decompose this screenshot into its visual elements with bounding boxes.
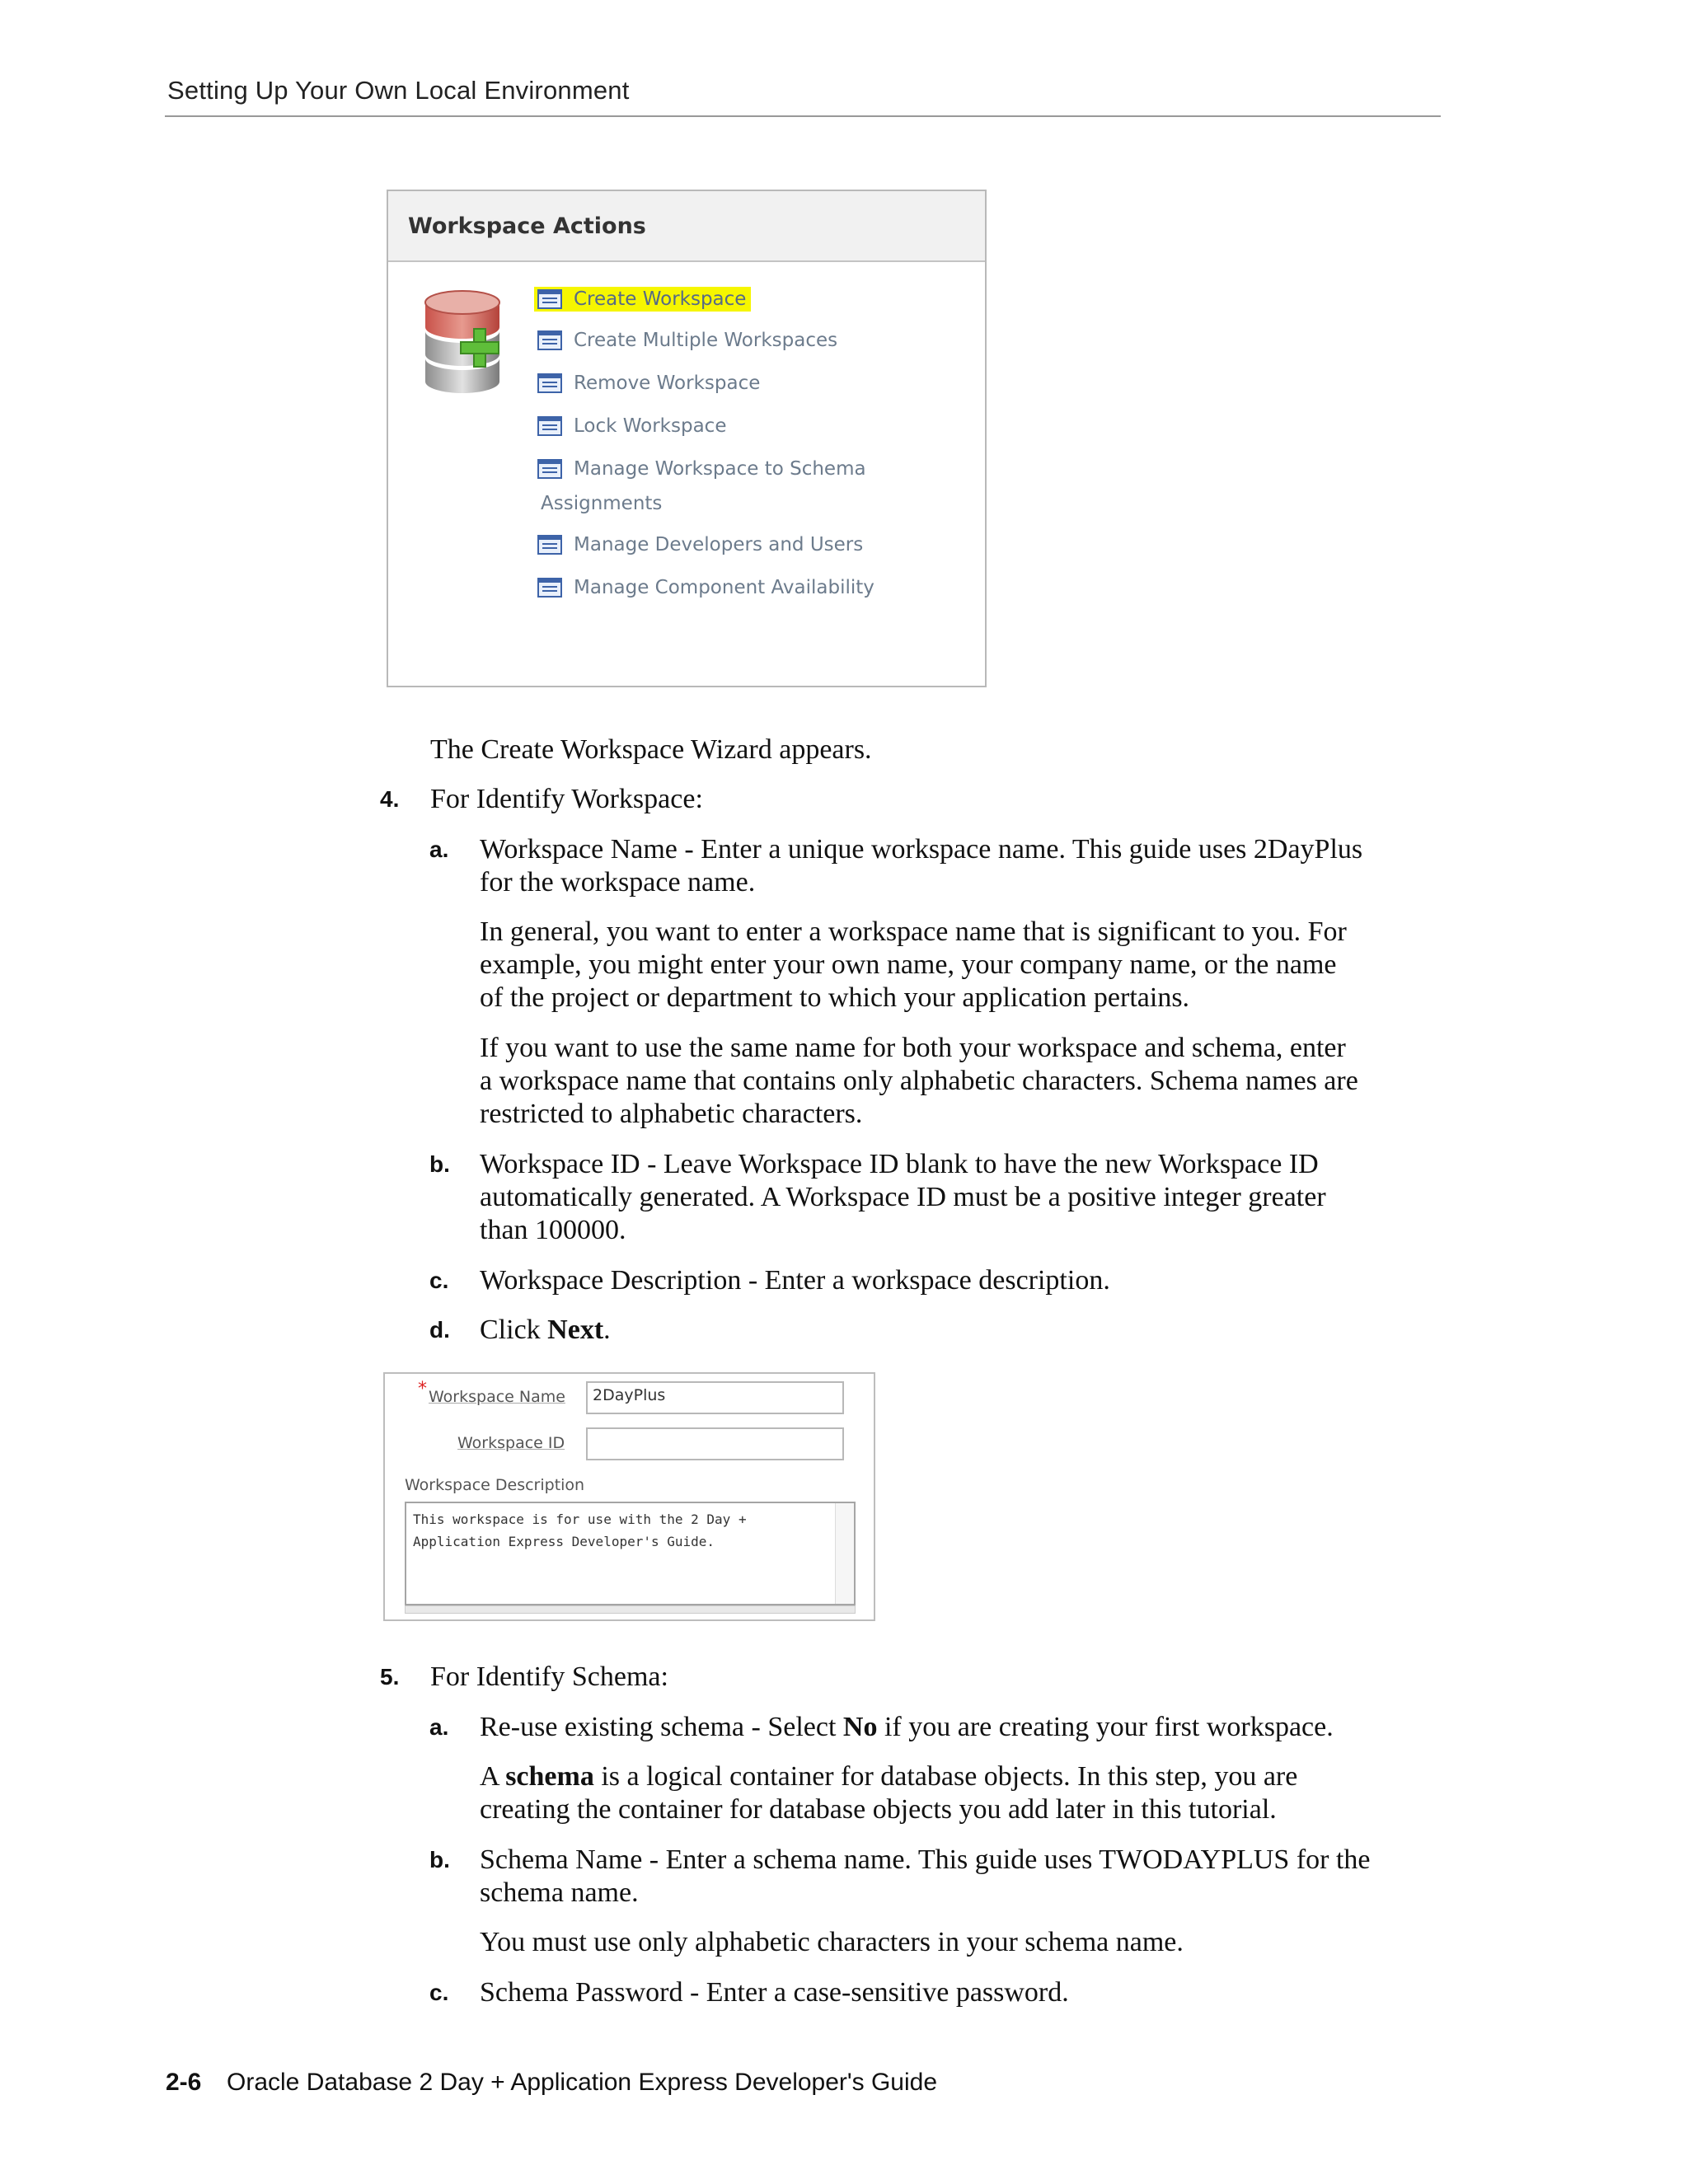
step-4a-marker: a.	[429, 837, 449, 862]
remove-workspace-link[interactable]	[537, 373, 760, 394]
create-multiple-workspaces-link[interactable]	[537, 330, 837, 351]
step-5-number: 5.	[380, 1664, 400, 1690]
textarea-resize-bar[interactable]	[405, 1605, 856, 1614]
step-5-text: For Identify Schema:	[430, 1661, 668, 1692]
step-5a-text	[480, 1711, 1334, 1744]
step-4d-text	[480, 1314, 611, 1347]
step-4a-line-1: Workspace Name - Enter a unique workspace name. This guide uses 2DayPlus	[480, 834, 1363, 865]
manage-developers-and-users-link[interactable]	[537, 534, 863, 555]
step-5c-text: Schema Password - Enter a case-sensitive password.	[480, 1977, 1069, 2008]
page-icon	[537, 416, 562, 436]
schema-emphasis: schema	[505, 1761, 594, 1792]
database-add-icon	[421, 286, 512, 397]
step-5a-prefix: Re-use existing schema - Select	[480, 1712, 843, 1742]
step-5a-para2-prefix: A	[480, 1761, 506, 1792]
step-5a-para2-line-1	[480, 1760, 1297, 1793]
next-emphasis: Next	[547, 1315, 604, 1345]
workspace-actions-panel	[387, 190, 987, 687]
remove-workspace-label: Remove Workspace	[574, 373, 761, 394]
step-4b-line-2: automatically generated. A Workspace ID must be a positive integer greater	[480, 1182, 1326, 1212]
step-5a-para2-line-2: creating the container for database objects you add later in this tutorial.	[480, 1794, 1277, 1825]
page-icon	[537, 459, 562, 479]
step-4a-para3-line-1: If you want to use the same name for both your workspace and schema, enter	[480, 1033, 1346, 1063]
step-5b-line-2: schema name.	[480, 1877, 639, 1908]
step-4b-line-1: Workspace ID - Leave Workspace ID blank to have the new Workspace ID	[480, 1149, 1319, 1179]
step-4d-suffix: .	[603, 1315, 611, 1345]
page-icon	[537, 578, 562, 598]
lock-workspace-link[interactable]	[537, 415, 726, 437]
step-4-number: 4.	[380, 786, 400, 812]
page-icon	[537, 535, 562, 555]
assignments-continuation[interactable]: Assignments	[541, 493, 663, 514]
create-workspace-link[interactable]	[534, 287, 751, 312]
step-4a-line-2: for the workspace name.	[480, 867, 756, 898]
workspace-id-input[interactable]	[586, 1427, 844, 1460]
step-4a-para3-line-2: a workspace name that contains only alphabetic characters. Schema names are	[480, 1066, 1358, 1096]
page-icon	[537, 373, 562, 393]
step-5b-line-1: Schema Name - Enter a schema name. This guide uses TWODAYPLUS for the	[480, 1844, 1371, 1875]
lock-workspace-label: Lock Workspace	[574, 415, 727, 437]
step-4c-text: Workspace Description - Enter a workspace description.	[480, 1265, 1110, 1296]
manage-workspace-to-schema-link[interactable]	[537, 458, 866, 480]
workspace-description-textarea[interactable]	[405, 1502, 856, 1605]
required-marker: *	[418, 1379, 427, 1399]
step-4a-para3-line-3: restricted to alphabetic characters.	[480, 1099, 863, 1129]
footer-page-number: 2-6	[166, 2069, 202, 2096]
running-header: Setting Up Your Own Local Environment	[167, 76, 630, 105]
header-divider	[165, 115, 1441, 117]
step-4a-para2-line-3: of the project or department to which your application pertains.	[480, 982, 1190, 1013]
create-multiple-workspaces-label: Create Multiple Workspaces	[574, 330, 838, 351]
step-5b-marker: b.	[429, 1847, 450, 1872]
footer-book-title: Oracle Database 2 Day + Application Express Developer's Guide	[227, 2069, 938, 2096]
identify-workspace-form	[383, 1372, 875, 1621]
step-4a-para2-line-2: example, you might enter your own name, your company name, or the name	[480, 949, 1337, 980]
manage-component-availability-label: Manage Component Availability	[574, 577, 874, 598]
no-emphasis: No	[842, 1712, 878, 1742]
page-icon	[537, 289, 562, 309]
step-5a-suffix: if you are creating your first workspace.	[877, 1712, 1334, 1742]
manage-workspace-to-schema-label: Manage Workspace to Schema	[574, 458, 866, 480]
textarea-scrollbar[interactable]	[835, 1503, 854, 1604]
workspace-actions-title: Workspace Actions	[388, 191, 985, 262]
description-line-1: This workspace is for use with the 2 Day +	[413, 1511, 747, 1527]
workspace-name-label: Workspace Name	[429, 1388, 565, 1406]
step-4a-para2-line-1: In general, you want to enter a workspace name that is significant to you. For	[480, 916, 1347, 947]
step-4c-marker: c.	[429, 1268, 449, 1293]
step-4-text: For Identify Workspace:	[430, 784, 703, 814]
workspace-name-input[interactable]: 2DayPlus	[586, 1381, 844, 1414]
step-4d-marker: d.	[429, 1317, 450, 1343]
step-5a-para2-suffix: is a logical container for database objects. In this step, you are	[593, 1761, 1298, 1792]
manage-developers-and-users-label: Manage Developers and Users	[574, 534, 864, 555]
page-icon	[537, 330, 562, 350]
description-line-2: Application Express Developer's Guide.	[413, 1534, 715, 1549]
workspace-id-label: Workspace ID	[457, 1434, 565, 1452]
step-5a-marker: a.	[429, 1714, 449, 1740]
step-4b-marker: b.	[429, 1151, 450, 1177]
create-workspace-label: Create Workspace	[574, 288, 747, 310]
step-4b-line-3: than 100000.	[480, 1215, 626, 1245]
manage-component-availability-link[interactable]	[537, 577, 874, 598]
wizard-appears-text: The Create Workspace Wizard appears.	[430, 734, 872, 765]
step-5c-marker: c.	[429, 1980, 449, 2005]
step-5b-para2: You must use only alphabetic characters in your schema name.	[480, 1927, 1184, 1957]
workspace-description-label: Workspace Description	[405, 1476, 585, 1494]
step-4d-prefix: Click	[480, 1315, 548, 1345]
